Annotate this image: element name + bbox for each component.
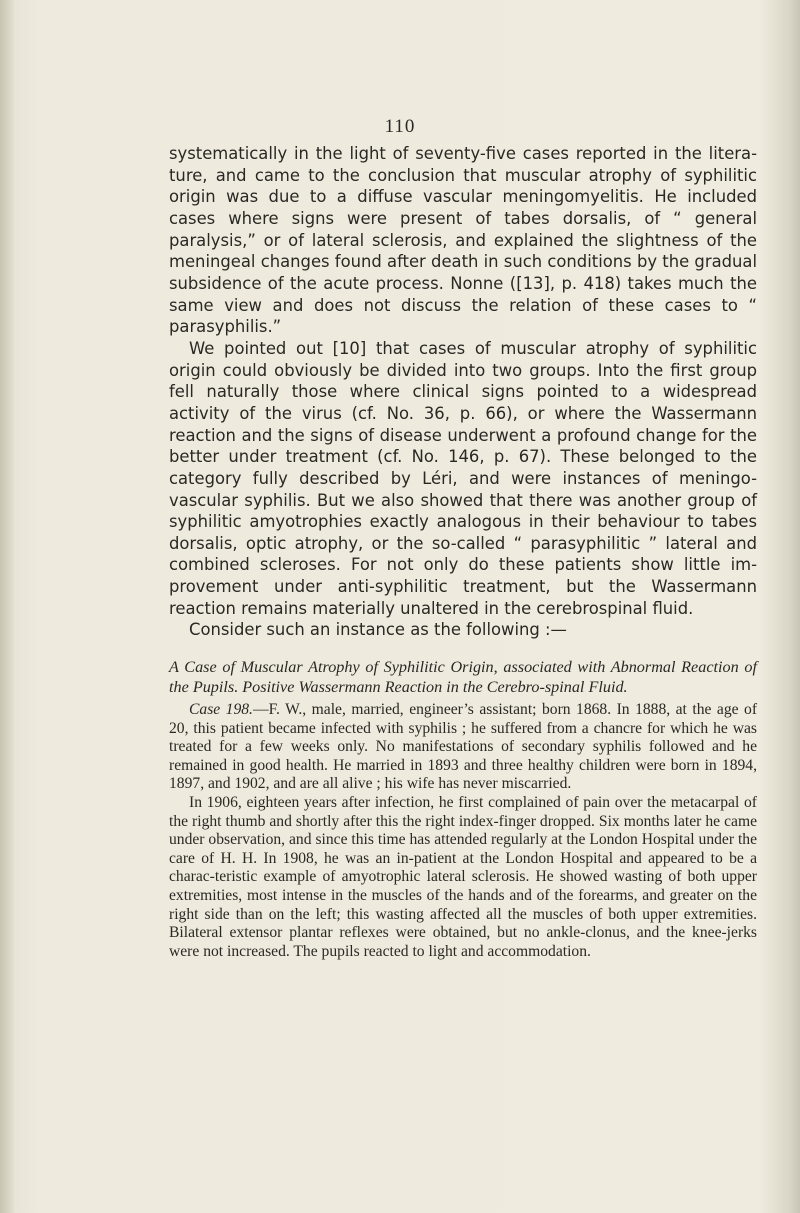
page-number: 110 — [384, 116, 416, 137]
paragraph-1: systematically in the light of seventy-five cases reported in the litera-ture, and came to the conclusion that muscular atrophy of syphilitic origin was due to a diffuse vascular meningomyelitis. He included cases where signs were present of tabes dorsalis, of “ general paralysis,” or of lateral sclerosis, and explained the slightness of the meningeal changes found after death in such conditions by the gradual subsidence of the acute process. Nonne ([13], p. 418) takes much the same view and does not discuss the relation of these cases to “ parasyphilis.” — [169, 144, 757, 337]
body-text — [169, 143, 757, 961]
case-label: Case 198. — [189, 701, 253, 719]
case-paragraph-1 — [169, 701, 757, 794]
paragraph-2: We pointed out [10] that cases of muscular atrophy of syphilitic origin could obviously be divided into two groups. Into the first group fell naturally those where clinical signs pointed to a widespread activity of the virus (cf. No. 36, p. 66), or where the Wassermann reaction and the signs of disease underwent a profound change for the better under treatment (cf. No. 146, p. 67). These belonged to the category fully described by Léri, and were instances of meningo-vascular syphilis. But we also showed that there was another group of syphilitic amyotrophies exactly analogous in their behaviour to tabes dorsalis, optic atrophy, or the so-called “ parasyphilitic ” lateral and combined scleroses. For not only do these patients show little im-provement under anti-syphilitic treatment, but the Wassermann reaction remains materially unaltered in the cerebrospinal fluid. — [169, 338, 757, 618]
case-paragraph-1-text: —F. W., male, married, engineer’s assistant; born 1868. In 1888, at the age of 20, this patient became infected with syphilis ; he suffered from a chancre for which he was treated for a few weeks only. No manifestations of secondary syphilis followed and he remained in good health. He married in 1893 and three healthy children were born in 1894, 1897, and 1902, and are all alive ; his wife has never miscarried. — [169, 701, 758, 793]
case-paragraph-2: In 1906, eighteen years after infection, he first complained of pain over the metacarpal of the right thumb and shortly after this the right index-finger dropped. Six months later he came under observation, and since this time has attended regularly at the London Hospital under the care of H. H. In 1908, he was an in-patient at the London Hospital and appeared to be a charac-teristic example of amyotrophic lateral sclerosis. He showed wasting of both upper extremities, most intense in the muscles of the hands and of the forearms, and greater on the right side than on the left; this wasting affected all the muscles of both upper extremities. Bilateral extensor plantar reflexes were obtained, but no ankle-clonus, and the knee-jerks were not increased. The pupils reacted to light and accommodation. — [169, 794, 757, 960]
paragraph-3: Consider such an instance as the following :— — [189, 620, 567, 640]
case-heading: A Case of Muscular Atrophy of Syphilitic Origin, associated with Abnormal Reaction of the Pupils. Positive Wassermann Reaction in the Cerebro-spinal Fluid. — [169, 658, 757, 697]
page-spine-shadow — [0, 0, 14, 1213]
